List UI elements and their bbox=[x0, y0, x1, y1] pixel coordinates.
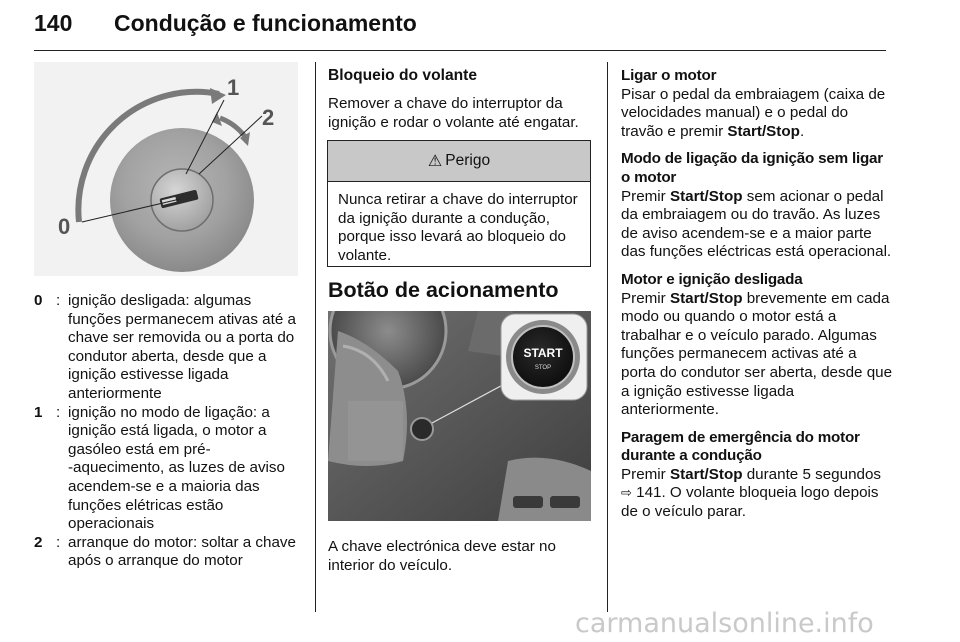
position-label-0: 0 bbox=[58, 214, 71, 239]
legend-key: 0 bbox=[34, 292, 43, 309]
legend-text: ignição no modo de ligação: a ignição está ligada, o motor a gasóleo está em pré-‑aquecimento, as luzes de aviso acendem-se e a maioria das funções elétricas estão operacionais bbox=[68, 403, 285, 533]
position-label-2: 2 bbox=[262, 105, 275, 130]
legend-item: 2 : arranque do motor: soltar a chave após o arranque do motor bbox=[34, 534, 300, 571]
page-number: 140 bbox=[34, 10, 73, 36]
section-text: Premir Start/Stop durante 5 segundos ⇨ 141. O volante bloqueia logo depois de o veículo parar. bbox=[621, 465, 881, 521]
start-label: START bbox=[523, 346, 563, 360]
right-column bbox=[621, 67, 893, 522]
header-rule bbox=[34, 50, 886, 51]
legend-item: 0 : ignição desligada: algumas funções permanecem ativas até a chave ser removida ou a porta do condutor aberta, desde que a ignição estivesse ligada anteriormente bbox=[34, 292, 300, 404]
legend-key: 2 bbox=[34, 533, 43, 551]
legend-key: 1 bbox=[34, 403, 43, 421]
ignition-switch-figure bbox=[34, 62, 298, 276]
page-title: Condução e funcionamento bbox=[114, 10, 417, 36]
warning-triangle-icon: ⚠ bbox=[427, 153, 443, 170]
start-button-caption: A chave electrónica deve estar no interior do veículo. bbox=[328, 538, 556, 574]
small-start-button bbox=[411, 418, 433, 440]
figure-legend bbox=[34, 292, 300, 571]
warning-header bbox=[328, 141, 590, 182]
column-divider bbox=[315, 62, 316, 612]
legend-item: 1 : ignição no modo de ligação: a ignição está ligada, o motor a gasóleo está em pré-‑aquecimento, as luzes de aviso acendem-se e a maioria das funções elétricas estão operacionais bbox=[34, 404, 300, 534]
cross-reference-arrow-icon[interactable]: ⇨ bbox=[621, 485, 632, 501]
start-button-photo bbox=[328, 311, 591, 521]
section-heading: Paragem de emergência do motor durante a condução bbox=[621, 428, 860, 465]
ignition-switch-illustration bbox=[34, 62, 298, 276]
steering-lock-heading: Bloqueio do volante bbox=[328, 67, 478, 84]
position-label-1: 1 bbox=[227, 75, 240, 100]
warning-box bbox=[327, 140, 591, 267]
warning-title: Perigo bbox=[445, 152, 491, 169]
section-heading: Ligar o motor bbox=[621, 67, 717, 84]
warning-text: Nunca retirar a chave do interruptor da ignição durante a condução, porque isso levará ao bloqueio do volante. bbox=[338, 191, 578, 264]
column-divider bbox=[607, 62, 608, 612]
steering-lock-text: Remover a chave do interruptor da ignição e rodar o volante até engatar. bbox=[328, 95, 579, 131]
dashboard-illustration bbox=[328, 311, 591, 521]
section-heading: Modo de ligação da ignição sem ligar o motor bbox=[621, 150, 884, 186]
stop-label: STOP bbox=[534, 365, 552, 371]
section-heading: Motor e ignição desligada bbox=[621, 270, 803, 288]
section-text: Premir Start/Stop brevemente em cada modo ou quando o motor está a trabalhar e o veículo parado. Algumas funções permanecem activas até a porta do condutor ser aberta, desde que a ignição estivesse ligada anteriormente. bbox=[621, 289, 893, 419]
watermark: carmanualsonline.info bbox=[575, 608, 874, 639]
page-reference-link[interactable]: 141 bbox=[636, 484, 662, 502]
start-button-heading: Botão de acionamento bbox=[328, 278, 559, 302]
section-text: Pisar o pedal da embraiagem (caixa de velocidades manual) e o pedal do travão e premir Start/Stop. bbox=[621, 85, 886, 140]
legend-text: arranque do motor: soltar a chave após o arranque do motor bbox=[68, 533, 296, 570]
legend-text: ignição desligada: algumas funções permanecem ativas até a chave ser removida ou a porta do condutor aberta, desde que a ignição estivesse ligada anteriormente bbox=[68, 292, 296, 402]
section-text: Premir Start/Stop sem acionar o pedal da embraiagem ou do travão. As luzes de aviso acendem-se e a maior parte das funções eléctricas está operacional. bbox=[621, 187, 892, 261]
